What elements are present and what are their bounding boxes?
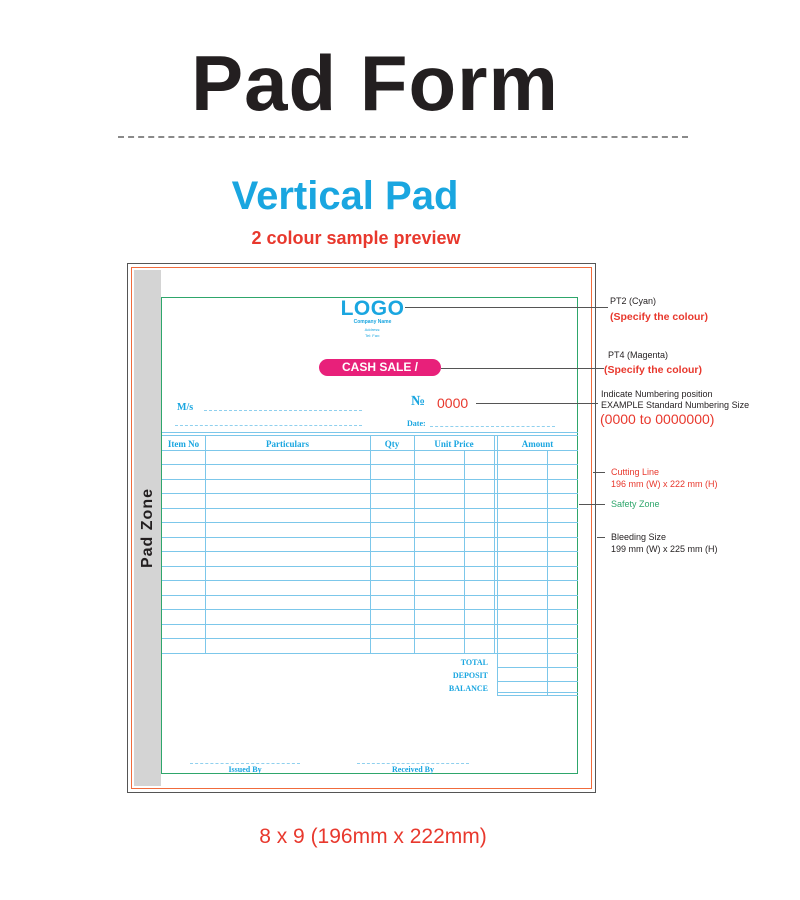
total-line [497,667,578,668]
preview-note: 2 colour sample preview [251,228,461,248]
received-by-label: Received By [392,765,434,774]
col-divider [370,435,371,653]
header-unit-price: Unit Price [434,439,474,449]
dashed-divider [118,136,688,138]
header-amount: Amount [521,439,554,449]
col-divider [205,435,206,653]
number-label: № [411,394,426,409]
cutting-line-label: Cutting Line [611,467,660,477]
size-caption: 8 x 9 (196mm x 222mm) [259,825,487,848]
pad-zone-label: Pad Zone [138,487,156,569]
pt2-note: (Specify the colour) [610,311,709,323]
pt4-note: (Specify the colour) [604,364,703,376]
numbering-title: Indicate Numbering position [601,389,713,399]
company-telfax: Tel: Fax: [364,333,381,338]
callout-line-safety [579,504,605,505]
deposit-label: DEPOSIT [452,671,488,680]
callout-line-pt4 [441,368,604,369]
col-divider [497,435,498,695]
numbering-range: (0000 to 0000000) [600,411,715,427]
numbering-example: EXAMPLE Standard Numbering Size [601,400,750,410]
company-name: Company Name [353,319,392,325]
invoice-title-badge: CASH SALE / INVOICE [319,359,441,376]
header-qty: Qty [384,439,400,449]
pad-type-title: Vertical Pad [231,174,459,218]
logo: LOGO [340,297,405,320]
cutting-line-size: 196 mm (W) x 222 mm (H) [611,479,718,489]
callout-line-pt2 [405,307,608,308]
ms-label: M/s [177,402,194,413]
col-divider [547,450,548,695]
issued-by-label: Issued By [228,765,262,774]
date-line [430,426,555,427]
issued-by-line [190,763,300,764]
callout-line-bleeding [597,537,605,538]
ms-line [204,410,362,411]
total-label: TOTAL [460,658,488,667]
deposit-line [497,681,578,682]
header-particulars: Particulars [266,439,309,449]
callout-line-cutting [593,472,605,473]
table-row-line [162,653,578,654]
table-top-border [162,432,578,433]
safety-zone-label: Safety Zone [611,499,660,509]
balance-line [497,692,578,693]
number-value: 0000 [437,395,469,411]
invoice-table [162,432,578,654]
page-title: Pad Form [191,39,559,127]
bleeding-size-label: Bleeding Size [611,532,667,542]
header-item-no: Item No [167,439,200,449]
ms-line-2 [175,425,362,426]
pt4-label: PT4 (Magenta) [608,350,669,360]
company-address: Address: [364,327,381,332]
balance-line-2 [497,695,578,696]
balance-label: BALANCE [448,684,488,693]
pt2-label: PT2 (Cyan) [610,296,657,306]
bleeding-size-dims: 199 mm (W) x 225 mm (H) [611,544,718,554]
col-divider [464,450,465,653]
pad-zone-label-wrap [134,270,161,786]
col-divider [494,435,495,653]
col-divider [414,435,415,653]
callout-line-numbering [476,403,598,404]
received-by-line [357,763,469,764]
date-label: Date: [407,419,426,428]
